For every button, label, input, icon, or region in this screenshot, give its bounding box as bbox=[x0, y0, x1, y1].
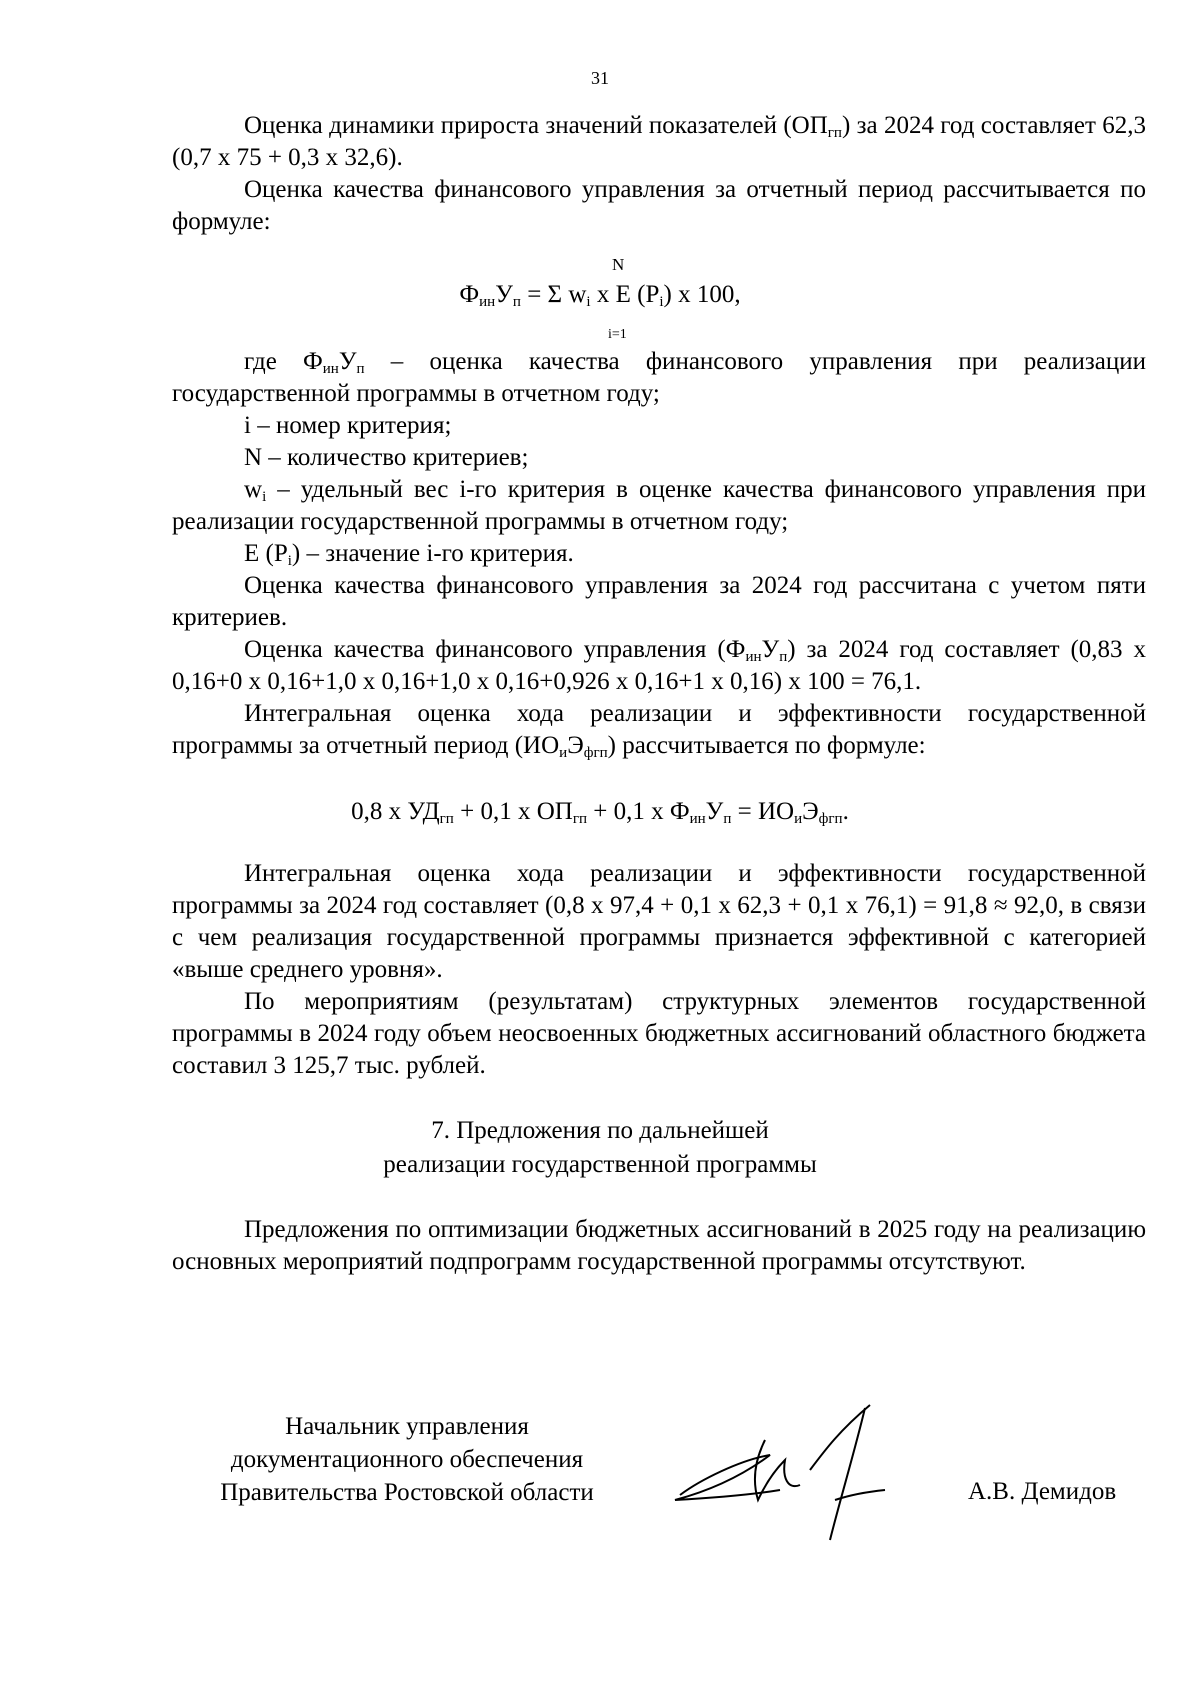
paragraph-integral-intro: Интегральная оценка хода реализации и эффективности государственной программы за отчетный период $(ИО_иЭ_{фгп})$ рассчитывается по формуле: bbox=[172, 700, 1146, 761]
page-number: 31 bbox=[591, 68, 609, 88]
paragraph-criteria-count: N – количество критериев; bbox=[244, 444, 529, 471]
paragraph-fin-result: Оценка качества финансового управления $(Ф_{ин}У_п)$ за 2024 год составляет (0,83 х 0,16+0 х 0,16+1,0 х 0,16+1,0 х 0,16+0,926 х 0,16+1 х 0,16) х 100 = 76,1. bbox=[172, 636, 1146, 695]
signatory-title bbox=[172, 1410, 642, 1509]
handwritten-signature bbox=[660, 1400, 940, 1560]
paragraph-financial-intro: Оценка качества финансового управления за отчетный период рассчитывается по формуле: bbox=[172, 176, 1146, 235]
paragraph-criterion-number: i – номер критерия; bbox=[244, 412, 452, 439]
section-heading-line2: реализации государственной программы bbox=[383, 1151, 817, 1178]
signatory-title-line1: Начальник управления bbox=[285, 1413, 529, 1440]
formula-integral: 0,8 х $УД_{гп} + 0,1$ х $ОП_{гп} + 0,1$ х $Ф_{ин}У_п = ИО_иЭ_{фгп}$. bbox=[351, 798, 849, 827]
sum-lower-limit: i=1 bbox=[608, 327, 627, 342]
paragraph-five-criteria: Оценка качества финансового управления за 2024 год рассчитана с учетом пяти критериев. bbox=[172, 572, 1146, 631]
signatory-title-line3: Правительства Ростовской области bbox=[220, 1479, 594, 1506]
sum-upper-limit: N bbox=[612, 255, 625, 274]
signatory-title-line2: документационного обеспечения bbox=[230, 1446, 584, 1473]
paragraph-where-fin: где $Ф_{ин}У_п$ – оценка качества финансового управления при реализации государственной программы в отчетном году; bbox=[172, 348, 1146, 407]
section-heading-line1: 7. Предложения по дальнейшей bbox=[431, 1117, 769, 1144]
signatory-name: А.В. Демидов bbox=[968, 1478, 1117, 1505]
paragraph-weight: $w_i$ – удельный вес i-го критерия в оценке качества финансового управления при реализации государственной программы в отчетном году; bbox=[172, 476, 1146, 535]
paragraph-proposals: Предложения по оптимизации бюджетных ассигнований в 2025 году на реализацию основных мероприятий подпрограмм государственной программы отсутствуют. bbox=[172, 1216, 1146, 1275]
formula-financial-management: $Ф_{ин}У_п = \Sigma$ $w_i$ х Е $(Р_i)$ х 100, bbox=[459, 281, 741, 310]
paragraph-unspent-funds: По мероприятиям (результатам) структурных элементов государственной программы в 2024 году объем неосвоенных бюджетных ассигнований областного бюджета составил 3 125,7 тыс. рублей. bbox=[172, 988, 1146, 1079]
paragraph-criterion-value: Е $(Р_i)$ – значение i-го критерия. bbox=[244, 540, 574, 569]
paragraph-integral-result: Интегральная оценка хода реализации и эффективности государственной программы за 2024 год составляет (0,8 х 97,4 + 0,1 х 62,3 + 0,1 х 76,1) = 91,8 ≈ 92,0, в связи с чем реализация государственной программы признается эффективной с категорией «выше среднего уровня». bbox=[172, 860, 1146, 983]
paragraph-dynamics: Оценка динамики прироста значений показателей $(ОП_{гп})$ за 2024 год составляет 62,3 (0,7 х 75 + 0,3 х 32,6). bbox=[172, 112, 1146, 171]
